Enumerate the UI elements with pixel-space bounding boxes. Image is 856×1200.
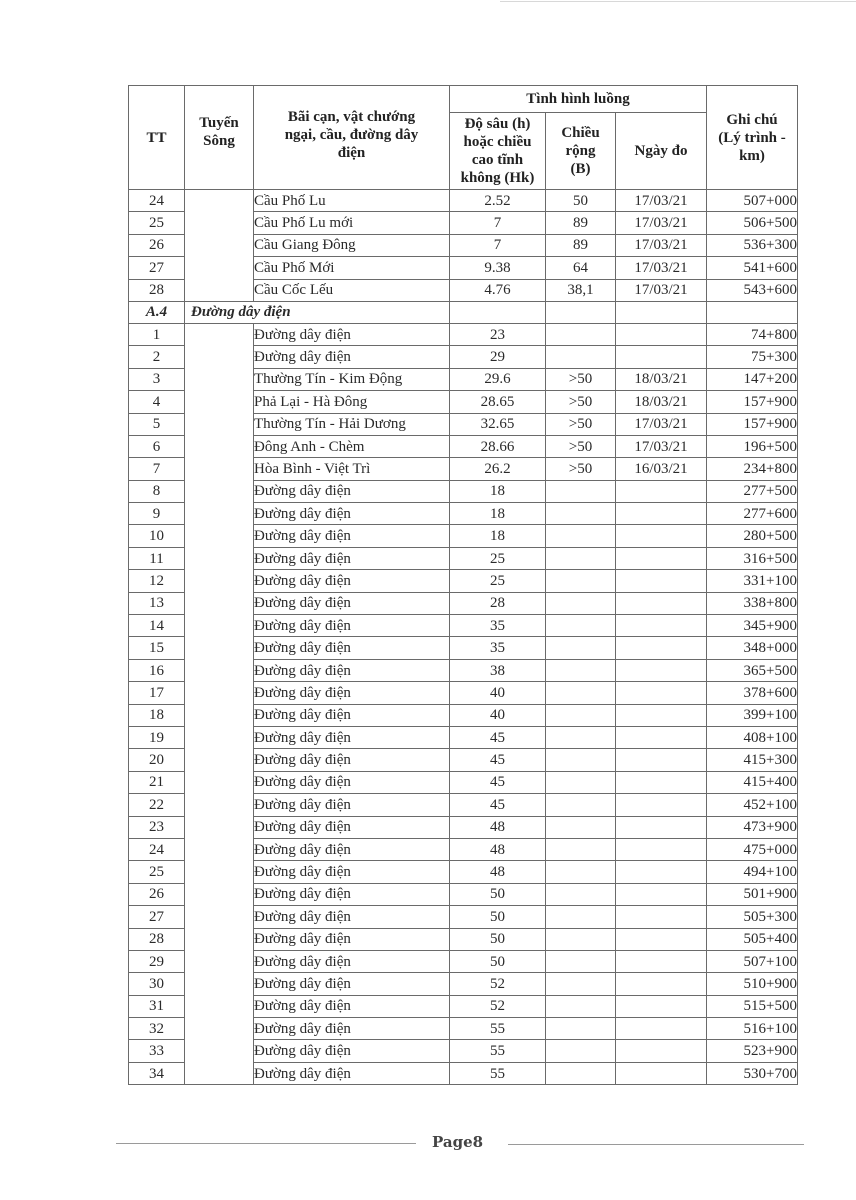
page-footer — [0, 1131, 856, 1161]
cell-tt: 20 — [129, 749, 185, 771]
cell-depth: 48 — [450, 861, 546, 883]
cell-tt: 7 — [129, 458, 185, 480]
cell-km: 452+100 — [707, 794, 798, 816]
cell-depth: 52 — [450, 973, 546, 995]
cell-depth: 45 — [450, 794, 546, 816]
cell-name: Đường dây điện — [254, 503, 450, 525]
cell-km: 75+300 — [707, 346, 798, 368]
cell-width — [546, 883, 616, 905]
cell-name: Đường dây điện — [254, 950, 450, 972]
cell-date — [616, 749, 707, 771]
cell-tt: 3 — [129, 368, 185, 390]
cell-route — [185, 323, 254, 1084]
cell-width — [546, 1040, 616, 1062]
cell-width — [546, 1018, 616, 1040]
cell-km: 378+600 — [707, 682, 798, 704]
cell-depth: 48 — [450, 816, 546, 838]
cell-width — [546, 659, 616, 681]
cell-tt: 21 — [129, 771, 185, 793]
cell-name: Đường dây điện — [254, 1062, 450, 1084]
cell-tt: 25 — [129, 861, 185, 883]
cell-name: Đường dây điện — [254, 726, 450, 748]
cell-km: 408+100 — [707, 726, 798, 748]
cell-tt: 8 — [129, 480, 185, 502]
footer-rule-left — [116, 1143, 416, 1144]
cell-tt: 14 — [129, 615, 185, 637]
cell-km: 157+900 — [707, 391, 798, 413]
cell-depth: 50 — [450, 950, 546, 972]
cell-width — [546, 480, 616, 502]
cell-depth: 2.52 — [450, 190, 546, 212]
cell-name: Đường dây điện — [254, 883, 450, 905]
cell-date: 17/03/21 — [616, 234, 707, 256]
cell-width — [546, 794, 616, 816]
cell-date — [616, 480, 707, 502]
cell-depth: 18 — [450, 525, 546, 547]
cell-tt: 17 — [129, 682, 185, 704]
cell-date — [616, 1062, 707, 1084]
section-empty-cell — [707, 301, 798, 323]
cell-name: Đường dây điện — [254, 861, 450, 883]
cell-tt: 19 — [129, 726, 185, 748]
cell-width: 89 — [546, 234, 616, 256]
cell-name: Đông Anh - Chèm — [254, 435, 450, 457]
cell-tt: 33 — [129, 1040, 185, 1062]
cell-depth: 4.76 — [450, 279, 546, 301]
cell-km: 365+500 — [707, 659, 798, 681]
cell-date — [616, 592, 707, 614]
cell-depth: 29.6 — [450, 368, 546, 390]
cell-date — [616, 659, 707, 681]
cell-date — [616, 615, 707, 637]
cell-depth: 50 — [450, 883, 546, 905]
cell-date — [616, 928, 707, 950]
cell-width: >50 — [546, 368, 616, 390]
cell-tt: 12 — [129, 570, 185, 592]
header-depth: Độ sâu (h) hoặc chiều cao tĩnh không (Hk) — [450, 113, 546, 190]
section-row — [129, 301, 798, 323]
cell-date — [616, 547, 707, 569]
cell-width — [546, 995, 616, 1017]
cell-name: Cầu Cốc Lếu — [254, 279, 450, 301]
cell-route — [185, 190, 254, 302]
cell-km: 475+000 — [707, 838, 798, 860]
cell-km: 147+200 — [707, 368, 798, 390]
cell-width — [546, 592, 616, 614]
cell-name: Cầu Giang Đông — [254, 234, 450, 256]
cell-km: 541+600 — [707, 257, 798, 279]
cell-tt: 4 — [129, 391, 185, 413]
cell-depth: 7 — [450, 212, 546, 234]
section-empty-cell — [546, 301, 616, 323]
cell-width — [546, 547, 616, 569]
cell-depth: 28.65 — [450, 391, 546, 413]
cell-date: 17/03/21 — [616, 435, 707, 457]
cell-km: 331+100 — [707, 570, 798, 592]
header-channel-group: Tình hình luồng — [450, 86, 707, 113]
cell-depth: 55 — [450, 1040, 546, 1062]
header-note: Ghi chú (Lý trình - km) — [707, 86, 798, 190]
cell-name: Cầu Phố Lu mới — [254, 212, 450, 234]
cell-name: Đường dây điện — [254, 973, 450, 995]
table-row — [129, 323, 798, 345]
cell-depth: 45 — [450, 771, 546, 793]
cell-tt: 27 — [129, 906, 185, 928]
cell-width — [546, 346, 616, 368]
cell-tt: 18 — [129, 704, 185, 726]
cell-date — [616, 346, 707, 368]
cell-width — [546, 861, 616, 883]
cell-width: >50 — [546, 458, 616, 480]
cell-width: 89 — [546, 212, 616, 234]
cell-date: 17/03/21 — [616, 190, 707, 212]
cell-km: 280+500 — [707, 525, 798, 547]
cell-km: 348+000 — [707, 637, 798, 659]
cell-km: 415+300 — [707, 749, 798, 771]
cell-date — [616, 1018, 707, 1040]
cell-depth: 35 — [450, 615, 546, 637]
cell-depth: 40 — [450, 682, 546, 704]
header-tt: TT — [129, 86, 185, 190]
cell-km: 74+800 — [707, 323, 798, 345]
cell-width — [546, 928, 616, 950]
cell-tt: 34 — [129, 1062, 185, 1084]
cell-name: Đường dây điện — [254, 906, 450, 928]
cell-km: 277+500 — [707, 480, 798, 502]
cell-date — [616, 503, 707, 525]
cell-width — [546, 749, 616, 771]
cell-depth: 50 — [450, 906, 546, 928]
cell-width — [546, 838, 616, 860]
cell-depth: 50 — [450, 928, 546, 950]
cell-km: 505+400 — [707, 928, 798, 950]
cell-tt: 23 — [129, 816, 185, 838]
obstacle-table — [128, 85, 798, 1085]
cell-tt: 24 — [129, 838, 185, 860]
section-title: Đường dây điện — [185, 301, 450, 323]
cell-depth: 25 — [450, 547, 546, 569]
cell-date: 17/03/21 — [616, 279, 707, 301]
cell-km: 510+900 — [707, 973, 798, 995]
cell-km: 507+100 — [707, 950, 798, 972]
cell-depth: 28 — [450, 592, 546, 614]
cell-km: 523+900 — [707, 1040, 798, 1062]
cell-depth: 45 — [450, 749, 546, 771]
cell-km: 494+100 — [707, 861, 798, 883]
page-number: Page8 — [432, 1133, 484, 1151]
cell-tt: 26 — [129, 234, 185, 256]
cell-date — [616, 794, 707, 816]
cell-depth: 32.65 — [450, 413, 546, 435]
cell-name: Đường dây điện — [254, 749, 450, 771]
cell-depth: 55 — [450, 1062, 546, 1084]
cell-width: >50 — [546, 391, 616, 413]
cell-km: 316+500 — [707, 547, 798, 569]
cell-tt: 10 — [129, 525, 185, 547]
cell-name: Đường dây điện — [254, 346, 450, 368]
cell-km: 516+100 — [707, 1018, 798, 1040]
cell-width: 50 — [546, 190, 616, 212]
cell-date — [616, 323, 707, 345]
cell-name: Đường dây điện — [254, 704, 450, 726]
cell-depth: 7 — [450, 234, 546, 256]
cell-tt: 9 — [129, 503, 185, 525]
cell-tt: 30 — [129, 973, 185, 995]
cell-width: 38,1 — [546, 279, 616, 301]
cell-width — [546, 682, 616, 704]
cell-tt: 13 — [129, 592, 185, 614]
cell-km: 277+600 — [707, 503, 798, 525]
cell-date: 17/03/21 — [616, 413, 707, 435]
cell-depth: 23 — [450, 323, 546, 345]
cell-tt: 28 — [129, 928, 185, 950]
cell-km: 506+500 — [707, 212, 798, 234]
cell-name: Đường dây điện — [254, 480, 450, 502]
cell-name: Đường dây điện — [254, 1018, 450, 1040]
cell-date — [616, 637, 707, 659]
cell-km: 515+500 — [707, 995, 798, 1017]
cell-width — [546, 570, 616, 592]
cell-name: Cầu Phố Mới — [254, 257, 450, 279]
cell-date: 18/03/21 — [616, 368, 707, 390]
cell-name: Đường dây điện — [254, 525, 450, 547]
cell-depth: 48 — [450, 838, 546, 860]
cell-km: 234+800 — [707, 458, 798, 480]
cell-name: Đường dây điện — [254, 928, 450, 950]
cell-tt: 25 — [129, 212, 185, 234]
cell-date: 18/03/21 — [616, 391, 707, 413]
cell-depth: 26.2 — [450, 458, 546, 480]
cell-name: Đường dây điện — [254, 637, 450, 659]
cell-depth: 55 — [450, 1018, 546, 1040]
cell-name: Cầu Phố Lu — [254, 190, 450, 212]
cell-name: Phả Lại - Hà Đông — [254, 391, 450, 413]
cell-name: Đường dây điện — [254, 838, 450, 860]
cell-km: 473+900 — [707, 816, 798, 838]
cell-km: 415+400 — [707, 771, 798, 793]
cell-date — [616, 838, 707, 860]
cell-name: Đường dây điện — [254, 794, 450, 816]
cell-name: Đường dây điện — [254, 570, 450, 592]
cell-date — [616, 995, 707, 1017]
cell-km: 157+900 — [707, 413, 798, 435]
top-scan-rule — [500, 1, 856, 2]
table-row — [129, 190, 798, 212]
cell-width — [546, 525, 616, 547]
cell-width — [546, 1062, 616, 1084]
cell-tt: 31 — [129, 995, 185, 1017]
cell-date: 17/03/21 — [616, 212, 707, 234]
cell-tt: 1 — [129, 323, 185, 345]
cell-depth: 52 — [450, 995, 546, 1017]
cell-name: Đường dây điện — [254, 592, 450, 614]
header-obstacle: Bãi cạn, vật chướng ngại, cầu, đường dây điện — [254, 86, 450, 190]
cell-km: 501+900 — [707, 883, 798, 905]
cell-tt: 15 — [129, 637, 185, 659]
cell-width: >50 — [546, 435, 616, 457]
table-body — [129, 190, 798, 1085]
header-width: Chiều rộng (B) — [546, 113, 616, 190]
cell-depth: 28.66 — [450, 435, 546, 457]
cell-km: 399+100 — [707, 704, 798, 726]
cell-name: Đường dây điện — [254, 615, 450, 637]
cell-date — [616, 883, 707, 905]
cell-date — [616, 906, 707, 928]
cell-date — [616, 771, 707, 793]
cell-km: 536+300 — [707, 234, 798, 256]
cell-depth: 18 — [450, 480, 546, 502]
cell-width: 64 — [546, 257, 616, 279]
cell-date — [616, 726, 707, 748]
cell-km: 345+900 — [707, 615, 798, 637]
cell-date — [616, 973, 707, 995]
cell-tt: 27 — [129, 257, 185, 279]
cell-date — [616, 682, 707, 704]
cell-km: 505+300 — [707, 906, 798, 928]
cell-name: Đường dây điện — [254, 659, 450, 681]
cell-date — [616, 816, 707, 838]
cell-km: 338+800 — [707, 592, 798, 614]
cell-tt: 11 — [129, 547, 185, 569]
cell-tt: 24 — [129, 190, 185, 212]
header-row-1 — [129, 86, 798, 113]
cell-date — [616, 704, 707, 726]
cell-km: 196+500 — [707, 435, 798, 457]
cell-width — [546, 615, 616, 637]
cell-width — [546, 323, 616, 345]
cell-name: Đường dây điện — [254, 816, 450, 838]
cell-tt: 6 — [129, 435, 185, 457]
cell-date — [616, 950, 707, 972]
cell-tt: 16 — [129, 659, 185, 681]
footer-rule-right — [508, 1144, 804, 1145]
cell-depth: 9.38 — [450, 257, 546, 279]
cell-width — [546, 816, 616, 838]
cell-width — [546, 726, 616, 748]
cell-date — [616, 570, 707, 592]
section-empty-cell — [450, 301, 546, 323]
cell-width — [546, 950, 616, 972]
cell-depth: 25 — [450, 570, 546, 592]
cell-name: Đường dây điện — [254, 547, 450, 569]
cell-name: Hòa Bình - Việt Trì — [254, 458, 450, 480]
header-date: Ngày đo — [616, 113, 707, 190]
cell-name: Đường dây điện — [254, 682, 450, 704]
cell-width — [546, 637, 616, 659]
cell-depth: 29 — [450, 346, 546, 368]
cell-km: 530+700 — [707, 1062, 798, 1084]
cell-date — [616, 1040, 707, 1062]
section-empty-cell — [616, 301, 707, 323]
cell-tt: 29 — [129, 950, 185, 972]
cell-date: 16/03/21 — [616, 458, 707, 480]
cell-name: Đường dây điện — [254, 995, 450, 1017]
cell-tt: 28 — [129, 279, 185, 301]
cell-depth: 18 — [450, 503, 546, 525]
cell-width — [546, 503, 616, 525]
cell-tt: 32 — [129, 1018, 185, 1040]
cell-width — [546, 704, 616, 726]
cell-width: >50 — [546, 413, 616, 435]
cell-date: 17/03/21 — [616, 257, 707, 279]
cell-tt: 5 — [129, 413, 185, 435]
cell-depth: 38 — [450, 659, 546, 681]
cell-depth: 35 — [450, 637, 546, 659]
cell-width — [546, 973, 616, 995]
header-route: Tuyến Sông — [185, 86, 254, 190]
cell-width — [546, 771, 616, 793]
cell-name: Đường dây điện — [254, 1040, 450, 1062]
cell-name: Đường dây điện — [254, 323, 450, 345]
cell-date — [616, 525, 707, 547]
cell-km: 543+600 — [707, 279, 798, 301]
cell-tt: 22 — [129, 794, 185, 816]
cell-depth: 40 — [450, 704, 546, 726]
cell-depth: 45 — [450, 726, 546, 748]
cell-date — [616, 861, 707, 883]
cell-name: Thường Tín - Hải Dương — [254, 413, 450, 435]
cell-width — [546, 906, 616, 928]
cell-tt: 2 — [129, 346, 185, 368]
section-code: A.4 — [129, 301, 185, 323]
cell-tt: 26 — [129, 883, 185, 905]
cell-km: 507+000 — [707, 190, 798, 212]
cell-name: Thường Tín - Kim Động — [254, 368, 450, 390]
cell-name: Đường dây điện — [254, 771, 450, 793]
